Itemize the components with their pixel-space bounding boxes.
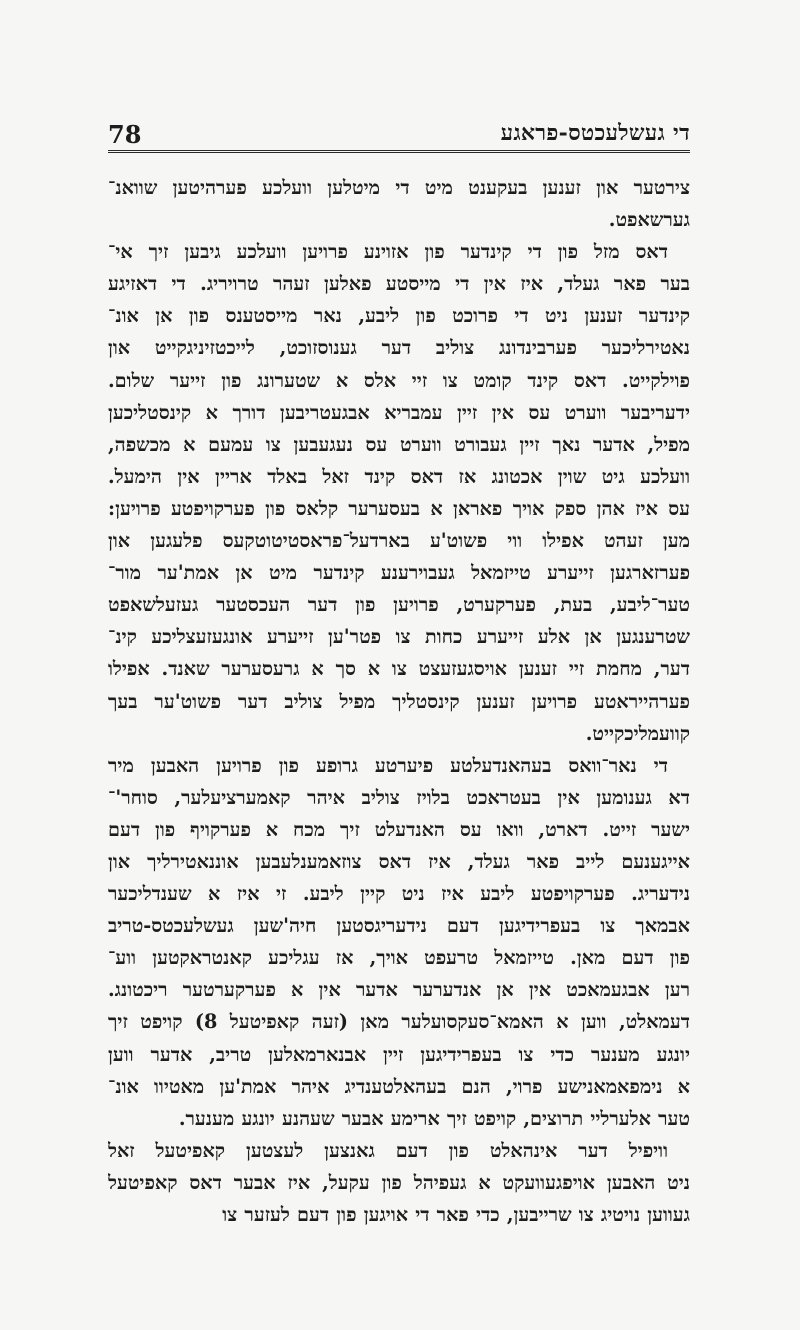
text-line: מען זעהט אפילו ווי פשוט'ע בארדעל־פראסטיטוטקעס פלעגען און bbox=[108, 529, 690, 553]
text-line: וועלכע גיט שוין אכטונג אז דאס קינד זאל באלד אריין אין הימעל. bbox=[108, 464, 690, 488]
text-line: ישער זייט. דארט, וואו עס האנדעלט זיך מכח א פערקויף פון דעם bbox=[108, 817, 690, 841]
text-line: שטרענגען אן אלע זייערע כחות צו פטר'ען זייערע אונגעזעצליכע קינ־ bbox=[108, 625, 690, 649]
text-line: א נימפאמאנישע פרוי, הנם בעהאלטענדיג איהר אמת'ען מאטיוו אונ־ bbox=[108, 1074, 690, 1098]
text-line: אייגענעם לייב פאר געלד, איז דאס צוזאמענלעבען אוננאטירליך און bbox=[108, 849, 690, 873]
body-text bbox=[108, 172, 690, 1231]
page-number: 78 bbox=[108, 120, 142, 149]
text-line: בער פאר געלד, איז אין די מייסטע פאלען זעהר טרויריג. די דאזיגע bbox=[108, 272, 690, 296]
running-title: די געשלעכטס-פראגע bbox=[500, 120, 690, 146]
paragraph bbox=[108, 236, 690, 750]
text-line: פוילקייט. דאס קינד קומט צו זיי אלס א שטערונג פון זייער שלום. bbox=[108, 368, 690, 392]
text-line: קינדער זענען ניט די פרוכט פון ליבע, נאר מייסטענס פון אן אונ־ bbox=[108, 304, 690, 328]
text-line: טער אלערליי תרוצים, קויפט זיך ארימע אבער שעהנע יונגע מענער. bbox=[178, 1106, 690, 1130]
text-line: וויפיל דער אינהאלט פון דעם גאנצען לעצטען קאפיטעל זאל bbox=[108, 1138, 668, 1162]
text-line: דעמאלט, ווען א האמא־סעקסועלער מאן (זעה קאפיטעל 8) קויפט זיך bbox=[108, 1010, 690, 1034]
text-line: מפיל, אדער נאך זיין געבורט ווערט עס נעגעבען צו עמעם א מכשפה, bbox=[108, 432, 690, 456]
text-line: דאס מזל פון די קינדער פון אזוינע פרויען וועלכע גיבען זיך אי־ bbox=[108, 240, 668, 264]
text-line: טער־ליבע, בעת, פערקערט, פרויען פון דער העכסטער געזעלשאפט bbox=[108, 593, 690, 617]
text-line: פון דעם מאן. טייזמאל טרעפט אויך, אז עגליכע קאנטראקטען ווע־ bbox=[108, 946, 690, 970]
paragraph bbox=[108, 1135, 690, 1231]
paragraph bbox=[108, 750, 690, 1135]
text-line: פערהייראטע פרויען זענען קינסטליך מפיל צוליב דער פשוט'ער בעך bbox=[108, 689, 690, 713]
text-line: יונגע מענער כדי צו בעפרידיגען זיין אבנארמאלען טריב, אדער ווען bbox=[108, 1042, 690, 1066]
header-rule bbox=[108, 150, 690, 156]
text-line: קוועמליכקייט. bbox=[585, 721, 690, 745]
text-line: אבמאך צו בעפרידיגען דעם נידעריגסטען חיה'שען געשלעכטס-טריב bbox=[108, 914, 690, 938]
text-line: נידעריג. פערקויפטע ליבע איז ניט קיין ליבע. זי איז א שענדליכער bbox=[108, 882, 690, 906]
text-line: צירטער און זענען בעקענט מיט די מיטלען וועלכע פערהיטען שוואנ־ bbox=[108, 176, 690, 199]
text-line: רען אבגעמאכט אין אן אנדערער אדער אין א פערקערטער ריכטונג. bbox=[108, 978, 690, 1002]
text-line: די נאר־וואס בעהאנדעלטע פיערטע גרופע פון פרויען האבען מיר bbox=[108, 753, 668, 777]
text-line: נאטירליכער פערבינדונג צוליב דער גענוסזוכט, לייכטזיניגקייט און bbox=[108, 336, 690, 360]
text-line: פערזארגען זייערע טייזמאל געבוירענע קינדער מיט אן אמת'ער מור־ bbox=[108, 561, 690, 585]
paragraph bbox=[108, 172, 690, 236]
text-line: ניט האבען אויפגעוועקט א געפיהל פון עקעל, איז אבער דאס קאפיטעל bbox=[108, 1170, 690, 1194]
text-line: ידעריבער ווערט עס אין זיין עמבריא אבגעטריבען דורך א קינסטליכען bbox=[108, 400, 690, 424]
text-line: עס איז אהן ספק אויך פאראן א בעסערער קלאס פון פערקויפטע פרויען: bbox=[108, 496, 690, 520]
text-line: געווען נויטיג צו שרייבען, כדי פאר די אויגען פון דעם לעזער צו bbox=[222, 1203, 690, 1226]
text-line: דער, מחמת זיי זענען אויסגעזעצט צו א סך א גרעסערער שאנד. אפילו bbox=[108, 657, 690, 681]
text-line: דא גענומען אין בעטראכט בלויז צוליב איהר קאמערציעלער, סוחר'־ bbox=[108, 785, 690, 809]
text-line: גערשאפט. bbox=[608, 208, 690, 232]
